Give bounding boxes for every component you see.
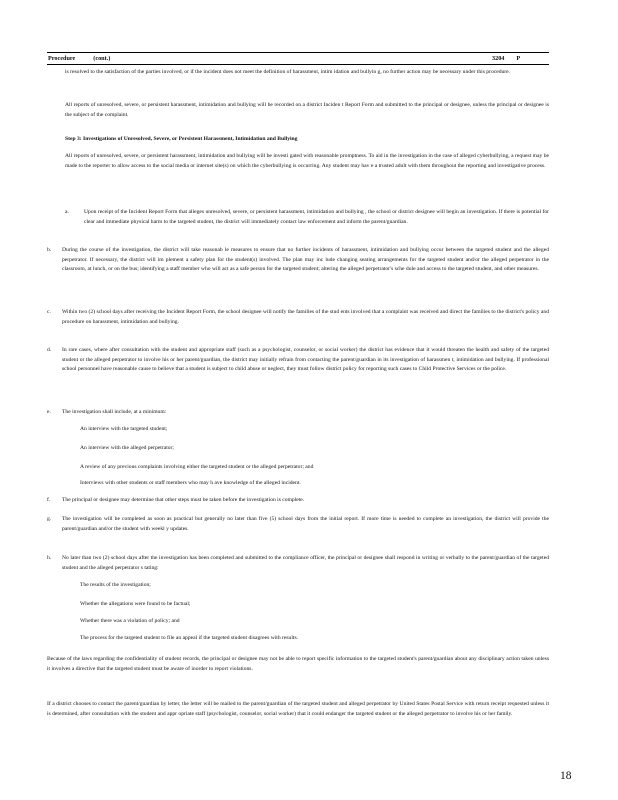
intro-paragraph-1: is resolved to the satisfaction of the parties involved, or if the incident does not meet the definition of harassment, intim idation and bullyin g, no further action may be necessary under this procedure. xyxy=(65,69,511,75)
item-b-text: During the course of the investigation, the district will take reasonab le measures to ensure that no further incidents of harassment, intimidation and bullying occur between the targeted student and the alleged perpetrator. If necessary, the district will im plement a safety plan for the student(s) involved. The plan may inc lude changing seating arrangements for the targeted student and/or the alleged perpetrator in the classroom, at lunch, or on the bus; identifying a staff member who will act as a safe person for the targeted student; altering the alleged perpetrator's sche dule and access to the targeted student, and other measures. xyxy=(62,247,549,273)
intro-paragraph-2: All reports of unresolved, severe, or persistent harassment, intimidation and bullying will be recorded on a district Inciden t Report Form and submitted to the principal or designee, unless the principal or designee is the subject of the complaint. xyxy=(65,102,549,118)
bullet-text: The results of the investigation; xyxy=(80,582,151,588)
item-e-label: e. xyxy=(47,409,51,415)
item-d-text: In rare cases, where after consultation with the student and appropriate staff (such as a psychologist, counselor, or social worker) the district has evidence that it would threaten the health and safety of the targeted student or the alleged perpetrator to involve his or her parent/guardian, the district may initially refrain from contacting the parent/guardian in its investigation of harassmen t, intimidation and bullying. If professional school personnel have reasonable cause to believe that a student is subject to child abuse or neglect, they must follow district policy for reporting such cases to Child Protective Services or the police. xyxy=(62,347,549,373)
item-g-label: g. xyxy=(47,516,52,522)
procedure-letter: P xyxy=(516,55,521,62)
item-f-label: f. xyxy=(47,497,51,503)
page-number: 18 xyxy=(560,770,572,782)
bullet-text: Whether the allegations were found to be factual; xyxy=(80,601,191,607)
item-c-label: c. xyxy=(47,309,51,315)
bullet-text: The process for the targeted student to file an appeal if the targeted student disagrees with results. xyxy=(80,635,299,641)
procedure-cont: (cont.) xyxy=(93,55,111,62)
step3-paragraph: All reports of unresolved, severe, or persistent harassment, intimidation and bullying will be investi gated with reasonable promptness. To aid in the investigation in the case of alleged cyberbullying, a request may be made to the reporter to allow access to the social media or internet site(s) on which the cyberbullying is occurring. Any student may hav e a trusted adult with them throughout the reporting and investigative process. xyxy=(65,153,549,169)
bullet-text: A review of any previous complaints involving either the targeted student or the alleged perpetrator; and xyxy=(80,464,314,470)
bullet-text: An interview with the targeted student; xyxy=(80,426,168,432)
item-d-label: d. xyxy=(47,347,52,353)
item-a-text: Upon receipt of the Incident Report Form that alleges unresolved, severe, or persistent harassment, intimidation and bullying , the school or district designee will begin an investigation. If there is potential for clear and immediate physical harm to the targeted student, the district will immediately contact law enforcement and inform the parent/guardian. xyxy=(84,209,549,225)
bullet-text: An interview with the alleged perpetrator; xyxy=(80,445,174,451)
step3-heading: Step 3: Investigations of Unresolved, Severe, or Persistent Harassment, Intimidation and Bullying xyxy=(65,136,298,142)
item-b-label: b. xyxy=(47,247,52,253)
item-e-text: The investigation shall include, at a minimum: xyxy=(62,409,167,415)
closing-paragraph-2: If a district chooses to contact the parent/guardian by letter, the letter will be mailed to the parent/guardian of the targeted student and alleged perpetrator by United States Postal Service with return receipt requested unless it is determined, after consultation with the student and appr opriate staff (psychologist, counselor, social worker) that it could endanger the targeted student or the alleged perpetrator to involve his or her family. xyxy=(47,701,549,717)
page-header xyxy=(47,52,549,65)
bullet-text: Whether there was a violation of policy; and xyxy=(80,618,180,624)
bullet-text: Interviews with other students or staff members who may h ave knowledge of the alleged incident. xyxy=(80,480,301,486)
item-h-text: No later than two (2) school days after the investigation has been completed and submitted to the compliance officer, the principal or designee shall respond in writing or verbally to the parent/guardian of the targeted student and the alleged perpetrator s tating: xyxy=(62,555,549,571)
closing-paragraph-1: Because of the laws regarding the confidentiality of student records, the principal or designee may not be able to report specific information to the targeted student's parent/guardian about any disciplinary action taken unless it involves a directive that the targeted student must be aware of inorder to report violations. xyxy=(47,656,549,672)
item-g-text: The investigation will be completed as soon as practical but generally no later than five (5) school days from the initial report. If more time is needed to complete an investigation, the district will provide the parent/guardian and/or the student with weekl y updates. xyxy=(62,516,549,532)
procedure-number: 3204 xyxy=(492,55,505,62)
item-a-label: a. xyxy=(65,209,69,215)
item-c-text: Within two (2) school days after receiving the Incident Report Form, the school designee will notify the families of the stud ents involved that a complaint was received and direct the families to the district's policy and procedure on harassment, intimidation and bullying. xyxy=(62,309,549,325)
procedure-label: Procedure xyxy=(48,55,76,62)
item-h-label: h. xyxy=(47,555,52,561)
item-f-text: The principal or designee may determine that other steps must be taken before the investigation is complete. xyxy=(62,497,305,503)
